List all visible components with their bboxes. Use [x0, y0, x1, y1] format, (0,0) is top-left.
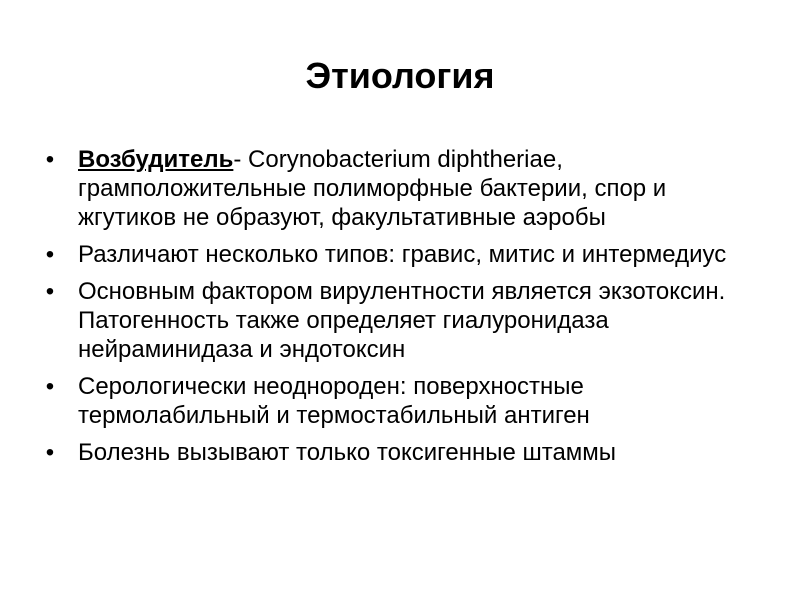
bullet-icon: •: [45, 439, 55, 466]
bullet-icon: •: [45, 146, 55, 173]
bullet-item: [40, 438, 760, 467]
bullet-text: - Corynobacterium diphtheriae, грамположительные полиморфные бактерии, спор и жгутиков не образуют, факультативные аэробы: [78, 146, 667, 231]
bullet-item: [40, 240, 760, 269]
bullet-item: [40, 145, 760, 232]
bullet-icon: •: [45, 241, 55, 268]
bullet-text: Различают несколько типов: гравис, митис и интермедиус: [78, 241, 727, 268]
bullet-item: [40, 277, 760, 364]
bullet-text: Серологически неоднороден: поверхностные термолабильный и термостабильный антиген: [78, 373, 590, 429]
bullet-icon: •: [45, 278, 55, 305]
bullet-icon: •: [45, 373, 55, 400]
bullet-item: [40, 372, 760, 430]
bullet-text: Основным фактором вирулентности является экзотоксин. Патогенность также определяет гиалуронидаза нейраминидаза и эндотоксин: [78, 278, 726, 363]
slide-title: Этиология: [305, 55, 495, 96]
bullet-term: Возбудитель: [78, 146, 234, 173]
bullet-text: Болезнь вызывают только токсигенные штаммы: [78, 439, 617, 466]
bullet-list: [40, 145, 760, 475]
